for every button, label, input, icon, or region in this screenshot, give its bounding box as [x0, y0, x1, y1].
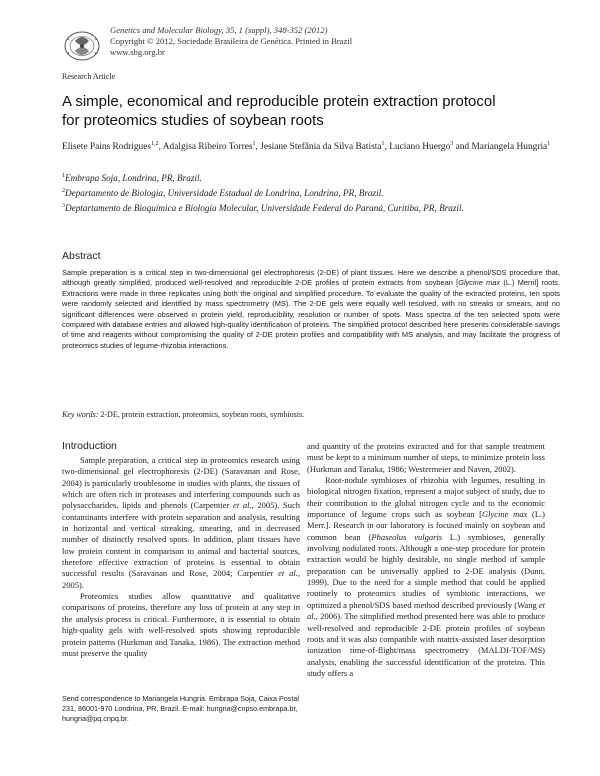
journal-citation: Genetics and Molecular Biology, 35, 1 (suppl), 348-352 (2012): [110, 25, 328, 35]
author-affiliation-mark: 1,2: [151, 140, 159, 147]
affiliation-list: [62, 172, 562, 217]
abstract-body: Sample preparation is a critical step in two-dimensional gel electrophoresis (2-DE) of plant tissues. Here we describe a phenol/SDS procedure that, although greatly simplified, produced well-resolved and reproducible 2-DE profiles of protein extracts from soybean [Glycine max (L.) Merril] roots. Extractions were made in three replicates using both the original and simplified procedure. To evaluate the quality of the extracted proteins, ten spots were randomly selected and identified by mass spectrometry (MS). The 2-DE gels were equally well resolved, with no streaks or smears, and no significant differences were observed in protein yield, reproducibility, resolution or number of spots. Mass spectra of the ten selected spots were compared with database entries and allowed high-quality identification of proteins. The simplified protocol described here presents considerable savings of time and reagents without compromising the quality of 2-DE protein profiles and compatibility with MS analysis, and may facilitate the progress of proteomics studies of legume-rhizobia interactions.: [62, 268, 560, 350]
keywords-text: 2-DE, protein extraction, proteomics, soybean roots, symbiosis.: [100, 410, 305, 419]
article-type: Research Article: [62, 72, 116, 81]
journal-url[interactable]: www.sbg.org.br: [110, 47, 165, 57]
affiliation-item: $^3$Deptartamento de Bioquímica e Biologia Molecular, Universidade Federal do Paraná, Curitiba, PR, Brazil.: [62, 202, 464, 213]
author-affiliation-mark: 3: [450, 140, 454, 147]
author-affiliation-mark: 1: [547, 140, 551, 147]
author-name: Jesiane Stefânia da Silva Batista: [260, 142, 382, 152]
paper-title: [62, 92, 562, 130]
author-affiliation-mark: 1: [252, 140, 256, 147]
abstract-heading: Abstract: [62, 250, 101, 262]
journal-header: [62, 25, 562, 67]
correspondence-footnote: Send correspondence to Mariangela Hungria. Embrapa Soja, Caixa Postal 231, 86001-970 Londrina, PR, Brazil. E-mail: hungria@cnpso.embrapa.br, hungria@pq.cnpq.br.: [62, 694, 299, 723]
author-name: Adalgisa Ribeiro Torres: [162, 142, 253, 152]
sbg-logo-icon: [62, 29, 102, 63]
body-paragraph: Root-nodule symbioses of rhizobia with legumes, resulting in biological nitrogen fixation, represent a major subject of study, due to their contribution to the global nitrogen cycle and to the economic importance of legume crops such as soybean [Glycine max (L.) Merr.]. Research in our laboratory is focused mainly on soybean and common bean (Phaseolus vulgaris L.) symbioses, generally involving nodulated roots. Although a one-step procedure for protein extraction would be highly desirable, no single method of sample preparation can be universally applied to 2-DE analysis (Dunn, 1999). Due to the need for a simple method that could be applied routinely to proteomics studies of symbiotic interactions, we optimized a phenol/SDS based method described previously (Wang et al., 2006). The simplified method presented here was able to produce well-resolved and reproducible 2-DE protein profiles of soybean roots and it was also compatible with matrix-assisted laser desorption ionization time-of-flight/mass spectrometry (MALDI-TOF/MS) analysis, enabling the successful identification of the proteins. This study offers a: [307, 475, 545, 678]
author-name: Luciano Huergo: [389, 142, 451, 152]
body-paragraph: Proteomics studies allow quantitative and qualitative comparisons of proteins, therefore any loss of protein at any step in the analysis process is critical. Furthermore, it is essential to obtain high-quality gels with well-resolved spots showing reproducible protein patterns (Hurkman and Tanaka, 1986). The extraction method must preserve the quality: [62, 591, 300, 658]
title-line-1: A simple, economical and reproducible protein extraction protocol: [62, 93, 496, 110]
keywords: [62, 410, 560, 419]
author-name: Mariangela Hungria: [471, 142, 548, 152]
affiliation-item: $^1$Embrapa Soja, Londrina, PR, Brazil.: [62, 172, 202, 183]
body-column-right: [307, 441, 545, 679]
introduction-heading: Introduction: [62, 440, 117, 452]
journal-copyright: Copyright © 2012, Sociedade Brasileira de Genética. Printed in Brazil: [110, 36, 353, 46]
body-column-left: [62, 455, 300, 659]
author-name: Elisete Pains Rodrigues: [62, 142, 152, 152]
keywords-label: Key words:: [62, 410, 99, 419]
body-paragraph: and quantity of the proteins extracted and for that sample treatment must be kept to a minimum number of steps, to minimize protein loss (Hurkman and Tanaka, 1986; Westermeier and Naven, 2002).: [307, 441, 545, 474]
title-line-2: for proteomics studies of soybean roots: [62, 112, 324, 129]
author-affiliation-mark: 1: [381, 140, 385, 147]
body-paragraph: Sample preparation, a critical step in proteomics research using two-dimensional gel electrophoresis (2-DE) (Saravanan and Rose, 2004) is particularly troublesome in studies with plants, the tissues of which are often rich in proteases and interfering compounds such as polysaccharides, lipids and phenols (Carpentier et al., 2005). Such contaminants interfere with protein separation and analysis, resulting in horizontal and vertical streaking, smearing, and in decreased number of distinctly resolved spots. In addition, plant tissues have low protein content in comparison to animal and bacterial sources, therefore effective extraction of proteins is essential to obtain successful results (Saravanan and Rose, 2004; Carpentier et al., 2005).: [62, 455, 301, 590]
affiliation-item: $^2$Departamento de Biologia, Universidade Estadual de Londrina, Londrina, PR, Brazil.: [62, 187, 384, 198]
author-list: Elisete Pains Rodrigues$^{1,2}$, Adalgisa Ribeiro Torres$^1$, Jesiane Stefânia da Silva Batista$^1$, Luciano Huergo$^3$ and Mariangela Hungria$^1$: [62, 140, 551, 152]
